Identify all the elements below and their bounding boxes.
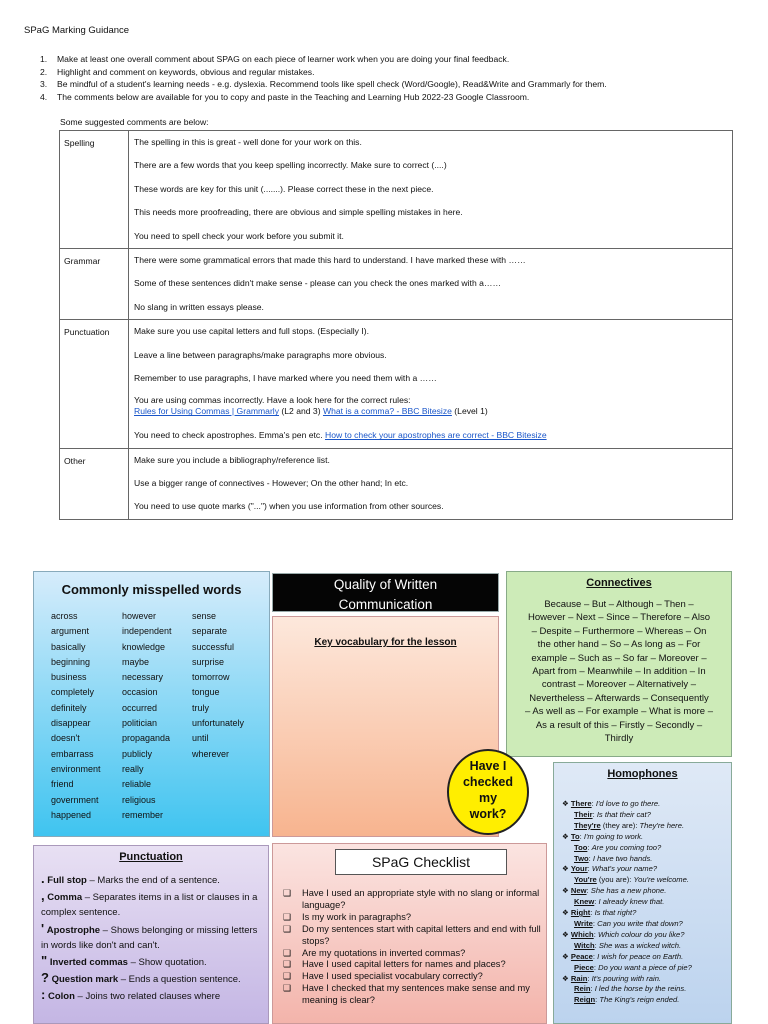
homophone-entry [562,864,692,875]
checkbox-icon[interactable]: ❑ [283,983,292,994]
homophone-sep: (they are): [600,820,640,830]
misspelled-word: beginning [51,656,91,667]
connectives-line: Apart from – Meanwhile – In addition – In [532,666,706,678]
homophone-sep: : [595,995,600,1005]
diamond-bullet-icon: ❖ [562,973,571,983]
homophone-sep: : [593,929,598,939]
key-vocabulary-title: Key vocabulary for the lesson [314,637,457,648]
misspelled-word: embarrass [51,748,94,759]
checklist-text: Have I checked that my sentences make sense and my meaning is clear? [302,983,530,1006]
homophones-title: Homophones [607,768,678,780]
homophone-sep: : [588,853,593,863]
homophone-entry [562,974,692,985]
intro-list [40,53,607,104]
comment-line[interactable]: This needs more proofreading, there are obvious and simple spelling mistakes in here. [134,207,463,218]
table-row [60,320,733,449]
suggested-heading: Some suggested comments are below: [60,117,209,127]
checklist-text: Is my work in paragraphs? [302,911,412,922]
homophone-sep: : [586,886,591,896]
punctuation-desc: – Joins two related clauses where [74,991,221,1003]
homophone-sep: : [593,962,599,972]
misspelled-word: independent [122,626,172,637]
checkbox-icon[interactable]: ❑ [283,971,292,982]
checkbox-icon[interactable]: ❑ [283,959,292,970]
comment-line[interactable]: Make sure you include a bibliography/reference list. [134,454,330,465]
homophone-word: Witch [574,940,595,950]
misspelled-word: business [51,672,87,683]
punctuation-panel [33,845,269,1024]
homophone-entry [562,941,692,952]
homophone-example: I led the horse by the reins. [594,984,687,994]
checklist-title: SPaG Checklist [335,849,507,875]
misspelled-word: environment [51,763,101,774]
punctuation-name: Inverted commas [49,957,128,969]
misspelled-grid [51,609,272,823]
comment-line: You need to check apostrophes. Emma's pen etc. How to check your apostrophes are correct - BBC Bitesize [134,430,547,441]
checklist-text: Have I used an appropriate style with no slang or informal language? [302,888,540,910]
punctuation-item [41,921,267,953]
homophone-example: Is that right? [594,908,637,918]
bbc-comma-link[interactable]: What is a comma? - BBC Bitesize [322,406,452,417]
homophone-entry [562,886,692,897]
misspelled-word: surprise [192,656,225,667]
comment-line[interactable]: Use a bigger range of connectives - However; On the other hand; In etc. [134,478,409,489]
homophone-entry [562,821,692,832]
checklist-text: Do my sentences start with capital letters and end with full stops? [302,923,541,946]
checklist-item [283,971,545,983]
homophone-sep: (you are): [596,875,634,885]
checked-work-badge: Have I checked my work? [447,749,529,835]
homophone-entry [562,908,692,919]
homophone-sep: : [587,973,592,983]
homophone-word: You're [574,875,597,885]
connectives-line: As a result of this – Firstly – Secondly – [535,719,703,731]
misspelled-word [192,793,272,808]
homophone-word: Rain [570,973,588,983]
misspelled-word: occurred [122,702,158,713]
homophone-word: They're [574,820,601,830]
misspelled-word: basically [51,641,86,652]
punctuation-symbol: . [41,871,45,886]
misspelled-word: sense [192,611,217,621]
homophone-example: Which colour do you like? [597,929,685,939]
punctuation-item [41,888,267,920]
comma-comment: You are using commas incorrectly. Have a look here for the correct rules: Rules for Using Commas | Grammarly (L2 and 3) What is a comma? - BBC Bitesize (Level 1) [134,395,488,417]
punctuation-symbol: , [41,888,45,904]
homophone-word: Right [570,908,591,918]
misspelled-word: maybe [122,656,150,667]
misspelled-word: politician [122,718,158,729]
misspelled-word: government [51,794,99,805]
homophone-entry [562,875,692,886]
homophone-sep: : [590,984,595,994]
comment-line[interactable]: You need to spell check your work before you submit it. [134,230,344,241]
homophone-sep: : [592,918,598,928]
punctuation-desc: – Ends a question sentence. [118,974,241,986]
misspelled-word: publicly [122,748,153,759]
misspelled-word: wherever [192,748,230,759]
grammarly-commas-link[interactable]: Rules for Using Commas | Grammarly [134,406,280,417]
comment-line[interactable]: Some of these sentences didn't make sense - please can you check the ones marked with a…… [134,278,502,289]
homophone-example: She has a new phone. [590,886,667,896]
homophones-list [562,799,692,1006]
comment-line[interactable]: Remember to use paragraphs, I have marked where you need them with a …… [134,372,437,383]
homophone-example: I'm going to work. [583,831,644,841]
misspelled-word: religious [122,794,156,805]
misspelled-word: reliable [122,779,152,790]
table-row [60,131,733,249]
punctuation-list [41,871,267,1005]
misspelled-word: tomorrow [192,672,230,683]
homophone-example: Do you want a piece of pie? [598,962,692,972]
punctuation-symbol: ' [41,920,45,936]
misspelled-word: truly [192,702,210,713]
homophone-word: Write [574,918,593,928]
bbc-apostrophes-link[interactable]: How to check your apostrophes are correct - BBC Bitesize [324,430,547,441]
connectives-line: example – Such as – So far – Moreover – [531,652,707,664]
misspelled-word: however [122,611,157,621]
homophone-entry [562,984,692,995]
checklist-items [283,888,545,1007]
diamond-bullet-icon: ❖ [562,908,571,918]
homophone-example: Are you coming too? [591,842,662,852]
checklist-item [283,888,545,912]
spelling-comments [129,131,733,249]
diamond-bullet-icon: ❖ [562,951,571,961]
comments-table [59,130,733,520]
misspelled-words-panel [33,571,270,837]
misspelled-word: occasion [122,687,158,698]
punctuation-name: Apostrophe [46,924,101,936]
spag-checklist-panel [272,843,547,1024]
misspelled-word: friend [51,779,74,790]
comment-line[interactable]: No slang in written essays please. [134,301,264,312]
punctuation-title: Punctuation [119,851,183,863]
qwc-title-banner: Quality of Written Communication [272,573,499,612]
homophone-example: They're here. [639,820,685,830]
misspelled-word: argument [51,626,90,637]
misspelled-word [192,777,272,792]
table-row [60,248,733,319]
homophone-example: I'd love to go there. [595,799,661,808]
misspelled-word: knowledge [122,641,166,652]
grammar-comments [129,248,733,319]
intro-item: 1. Make at least one overall comment about SPAG on each piece of learner work when you are doing your final feedback. [40,54,510,64]
other-comments [129,448,733,519]
checklist-text: Are my quotations in inverted commas? [302,947,466,958]
homophone-entry [562,810,692,821]
document-title: SPaG Marking Guidance [24,25,130,36]
homophone-entry [562,897,692,908]
punctuation-name: Colon [47,991,75,1003]
checklist-item [283,959,545,971]
homophone-sep: : [590,908,595,918]
checklist-item [283,912,545,924]
punctuation-item [41,987,267,1004]
intro-item: 2. Highlight and comment on keywords, obvious and regular mistakes. [40,66,315,77]
connectives-line: – Despite – Furthermore – Whereas – On [531,625,707,637]
diamond-bullet-icon: ❖ [562,831,571,841]
homophone-entry [562,930,692,941]
misspelled-word: completely [51,687,95,698]
table-row [60,448,733,519]
homophone-entry [562,995,692,1006]
homophone-sep: : [579,831,584,841]
checkbox-icon[interactable]: ❑ [283,888,292,898]
homophone-word: Two [574,853,589,863]
misspelled-word: across [51,611,78,621]
homophone-word: Knew [574,897,595,907]
misspelled-word: until [192,733,209,744]
diamond-bullet-icon: ❖ [562,929,571,939]
connectives-line: However – Next – Since – Therefore – Also [527,612,710,624]
diamond-bullet-icon: ❖ [562,799,571,808]
intro-item: 4. The comments below are available for you to copy and paste in the Teaching and Learning Hub 2022-23 Google Classroom. [40,92,530,103]
homophone-example: It's pouring with rain. [591,973,662,983]
misspelled-word [192,762,272,777]
intro-item: 3. Be mindful of a student's learning needs - e.g. dyslexia. Recommend tools like spell check (Word/Google), Read&Write and Grammarly for them. [40,79,607,90]
comment-line[interactable]: You need to use quote marks ("...") when you use information from other sources. [134,501,444,512]
homophone-entry [562,832,692,843]
homophone-word: Piece [574,962,594,972]
punctuation-item [41,953,267,970]
misspelled-word: tongue [192,687,220,698]
misspelled-word: definitely [51,702,87,713]
homophone-entry [562,799,692,810]
checklist-item [283,924,545,948]
homophone-sep: : [587,864,592,874]
comment-line[interactable]: There are a few words that you keep spelling incorrectly. Make sure to correct (....) [134,160,447,171]
homophone-example: She was a wicked witch. [598,940,682,950]
punctuation-desc: – Marks the end of a sentence. [86,875,220,886]
misspelled-word [192,808,272,823]
homophone-entry [562,843,692,854]
comment-line[interactable]: Make sure you use capital letters and full stops. (Especially I). [134,326,370,337]
homophone-word: Which [570,929,594,939]
checklist-text: Have I used specialist vocabulary correctly? [302,971,483,982]
homophone-sep: : [594,940,599,950]
misspelled-word: happened [51,809,92,820]
comment-line[interactable]: The spelling in this is great - well done for your work on this. [134,137,362,147]
punctuation-desc: – Separates items in a list or clauses in a complex sentence. [41,892,258,919]
diamond-bullet-icon: ❖ [562,886,571,896]
diamond-bullet-icon: ❖ [562,864,571,874]
homophone-example: I wish for peace on Earth. [597,951,684,961]
connectives-line: the other hand – So – As long as – For [537,639,701,651]
misspelled-word: propaganda [122,733,171,744]
misspelled-word: unfortunately [192,718,245,729]
homophone-example: Is that their cat? [596,809,651,819]
misspelled-word: doesn't [51,733,80,744]
category-punctuation: Punctuation [60,320,129,449]
connectives-list [507,598,731,745]
homophone-word: Your [570,864,588,874]
connectives-line: Thirdly [604,733,634,745]
punctuation-item [41,970,267,987]
checkbox-icon[interactable]: ❑ [283,923,292,934]
misspelled-word: successful [192,641,235,652]
homophone-example: I have two hands. [592,853,653,863]
comment-line[interactable]: These words are key for this unit (.......). Please correct these in the next piece. [134,183,434,194]
homophone-word: Reign [574,995,596,1005]
punctuation-name: Comma [47,892,83,904]
homophone-word: Rein [574,984,591,994]
homophone-word: Too [574,842,588,852]
homophone-example: I already knew that. [598,897,665,907]
homophone-word: To [570,831,580,841]
homophone-word: New [570,886,587,896]
connectives-line: contrast – Moreover – Alternatively – [541,679,697,691]
homophone-example: What's your name? [591,864,658,874]
checklist-item [283,983,545,1007]
connectives-title: Connectives [586,577,652,589]
homophone-sep: : [587,842,592,852]
homophone-sep: : [592,809,597,819]
misspelled-word: necessary [122,672,164,683]
homophone-entry [562,952,692,963]
connectives-line: Nevertheless – Afterwards – Consequently [529,692,709,704]
homophone-sep: : [591,799,596,808]
homophone-entry [562,919,692,930]
punctuation-symbol: : [41,987,46,1003]
homophone-example: The King's reign ended. [599,995,680,1005]
homophone-example: Can you write that down? [597,918,683,928]
punctuation-name: Full stop [47,875,87,886]
connectives-panel [506,571,732,757]
homophone-word: Their [574,809,593,819]
homophone-word: There [570,799,592,808]
category-other: Other [60,448,129,519]
punctuation-desc: – Shows belonging or missing letters in words like don't and can't. [41,924,258,951]
checklist-item [283,948,545,960]
category-grammar: Grammar [60,248,129,319]
punctuation-symbol: " [41,953,48,969]
checkbox-icon[interactable]: ❑ [283,911,292,922]
misspelled-word: really [122,763,144,774]
connectives-line: Because – But – Although – Then – [544,599,694,610]
category-spelling: Spelling [60,131,129,249]
checklist-text: Have I used capital letters for names and places? [302,959,506,970]
misspelled-word: remember [122,809,164,820]
punctuation-desc: – Show quotation. [127,957,207,969]
homophone-word: Peace [570,951,593,961]
homophone-entry [562,854,692,865]
comment-line[interactable]: There were some grammatical errors that made this hard to understand. I have marked these with …… [134,254,526,265]
misspelled-word: separate [192,626,228,637]
punctuation-comments [129,320,733,449]
homophone-example: You're welcome. [633,875,689,885]
homophone-entry [562,963,692,974]
punctuation-item [41,871,267,888]
homophone-sep: : [594,897,599,907]
checkbox-icon[interactable]: ❑ [283,947,292,958]
homophone-sep: : [592,951,598,961]
misspelled-word: disappear [51,718,91,729]
misspelled-title: Commonly misspelled words [61,582,242,597]
punctuation-name: Question mark [51,974,119,986]
comment-line[interactable]: Leave a line between paragraphs/make paragraphs more obvious. [134,349,387,360]
punctuation-symbol: ? [41,970,49,986]
connectives-line: – As well as – For example – What is more – [525,706,713,718]
homophones-panel [553,762,732,1024]
